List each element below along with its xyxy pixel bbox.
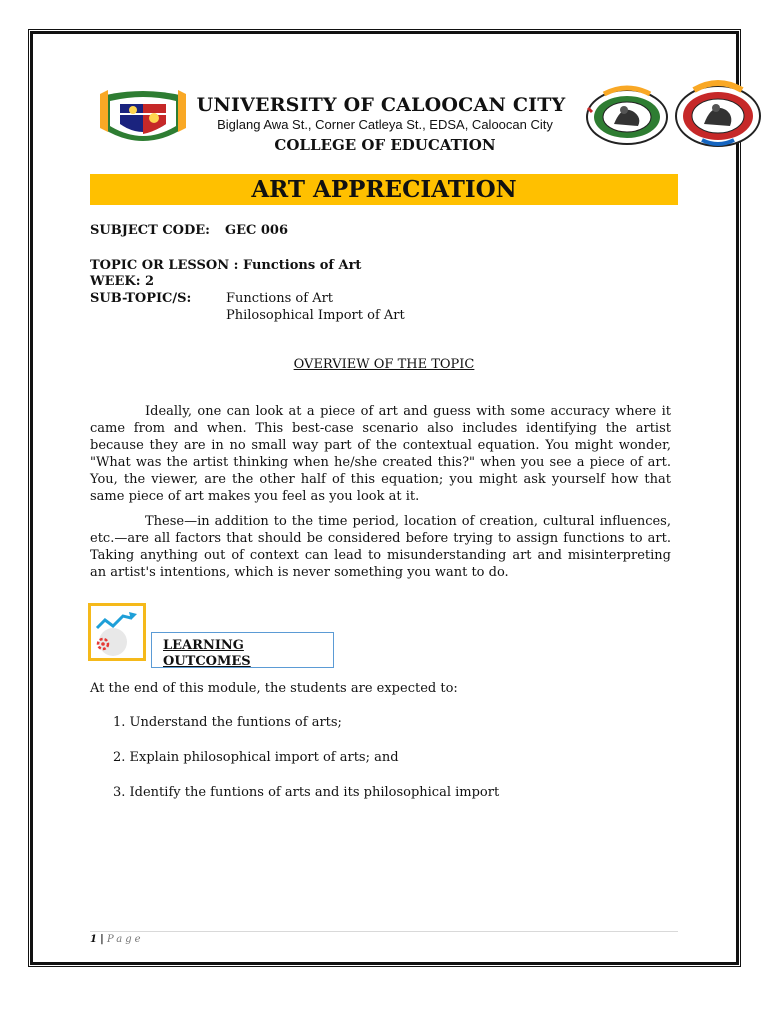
learning-outcomes-heading-box [151,632,334,668]
growth-chart-icon [91,606,143,658]
page-number: 1 [90,934,97,945]
university-name: UNIVERSITY OF CALOOCAN CITY [196,94,566,116]
learning-outcomes-icon-frame [88,603,146,661]
subject-code-value: GEC 006 [225,223,289,238]
subtopic-item: Philosophical Import of Art [226,308,405,323]
topic-label: TOPIC OR LESSON : Functions of Art [90,258,362,273]
college-name: COLLEGE OF EDUCATION [274,136,496,154]
subject-title-banner: ART APPRECIATION [90,174,678,205]
subject-code-label: SUBJECT CODE: [90,223,210,238]
learning-outcomes-heading: LEARNING OUTCOMES [163,638,251,668]
outcome-item: 1. Understand the funtions of arts; [113,715,342,730]
overview-paragraph: Ideally, one can look at a piece of art and guess with some accuracy where it came from and when. This best-case scenario also includes identifying the artist because they are in no small way part of the contextual equation. You might wonder, "What was the artist thinking when he/she created this?" when you see a piece of art. You, the viewer, are the other half of this equation; you might ask yourself how that same piece of art makes you feel as you look at it. [90,404,671,504]
college-badge-logo [584,84,670,146]
overview-heading: OVERVIEW OF THE TOPIC [293,357,475,372]
subtopic-label: SUB-TOPIC/S: [90,291,192,306]
page-separator: | [100,934,104,945]
footer-divider [90,931,678,932]
page-word: Page [106,934,144,945]
outcome-item: 3. Identify the funtions of arts and its philosophical import [113,785,500,800]
university-address: Biglang Awa St., Corner Catleya St., EDSA, Caloocan City [217,117,553,132]
page-footer [90,934,144,945]
outcomes-intro: At the end of this module, the students are expected to: [90,681,458,696]
overview-paragraph: These—in addition to the time period, location of creation, cultural influences, etc.—are all factors that should be considered before trying to assign functions to art. Taking anything out of context can lead to misunderstanding art and misinterpreting an artist's intentions, which is never something you want to do. [90,514,671,580]
organization-badge-logo [672,78,764,150]
outcome-item: 2. Explain philosophical import of arts; and [113,750,399,765]
subtopic-item: Functions of Art [226,291,334,306]
week-label: WEEK: 2 [90,274,155,289]
